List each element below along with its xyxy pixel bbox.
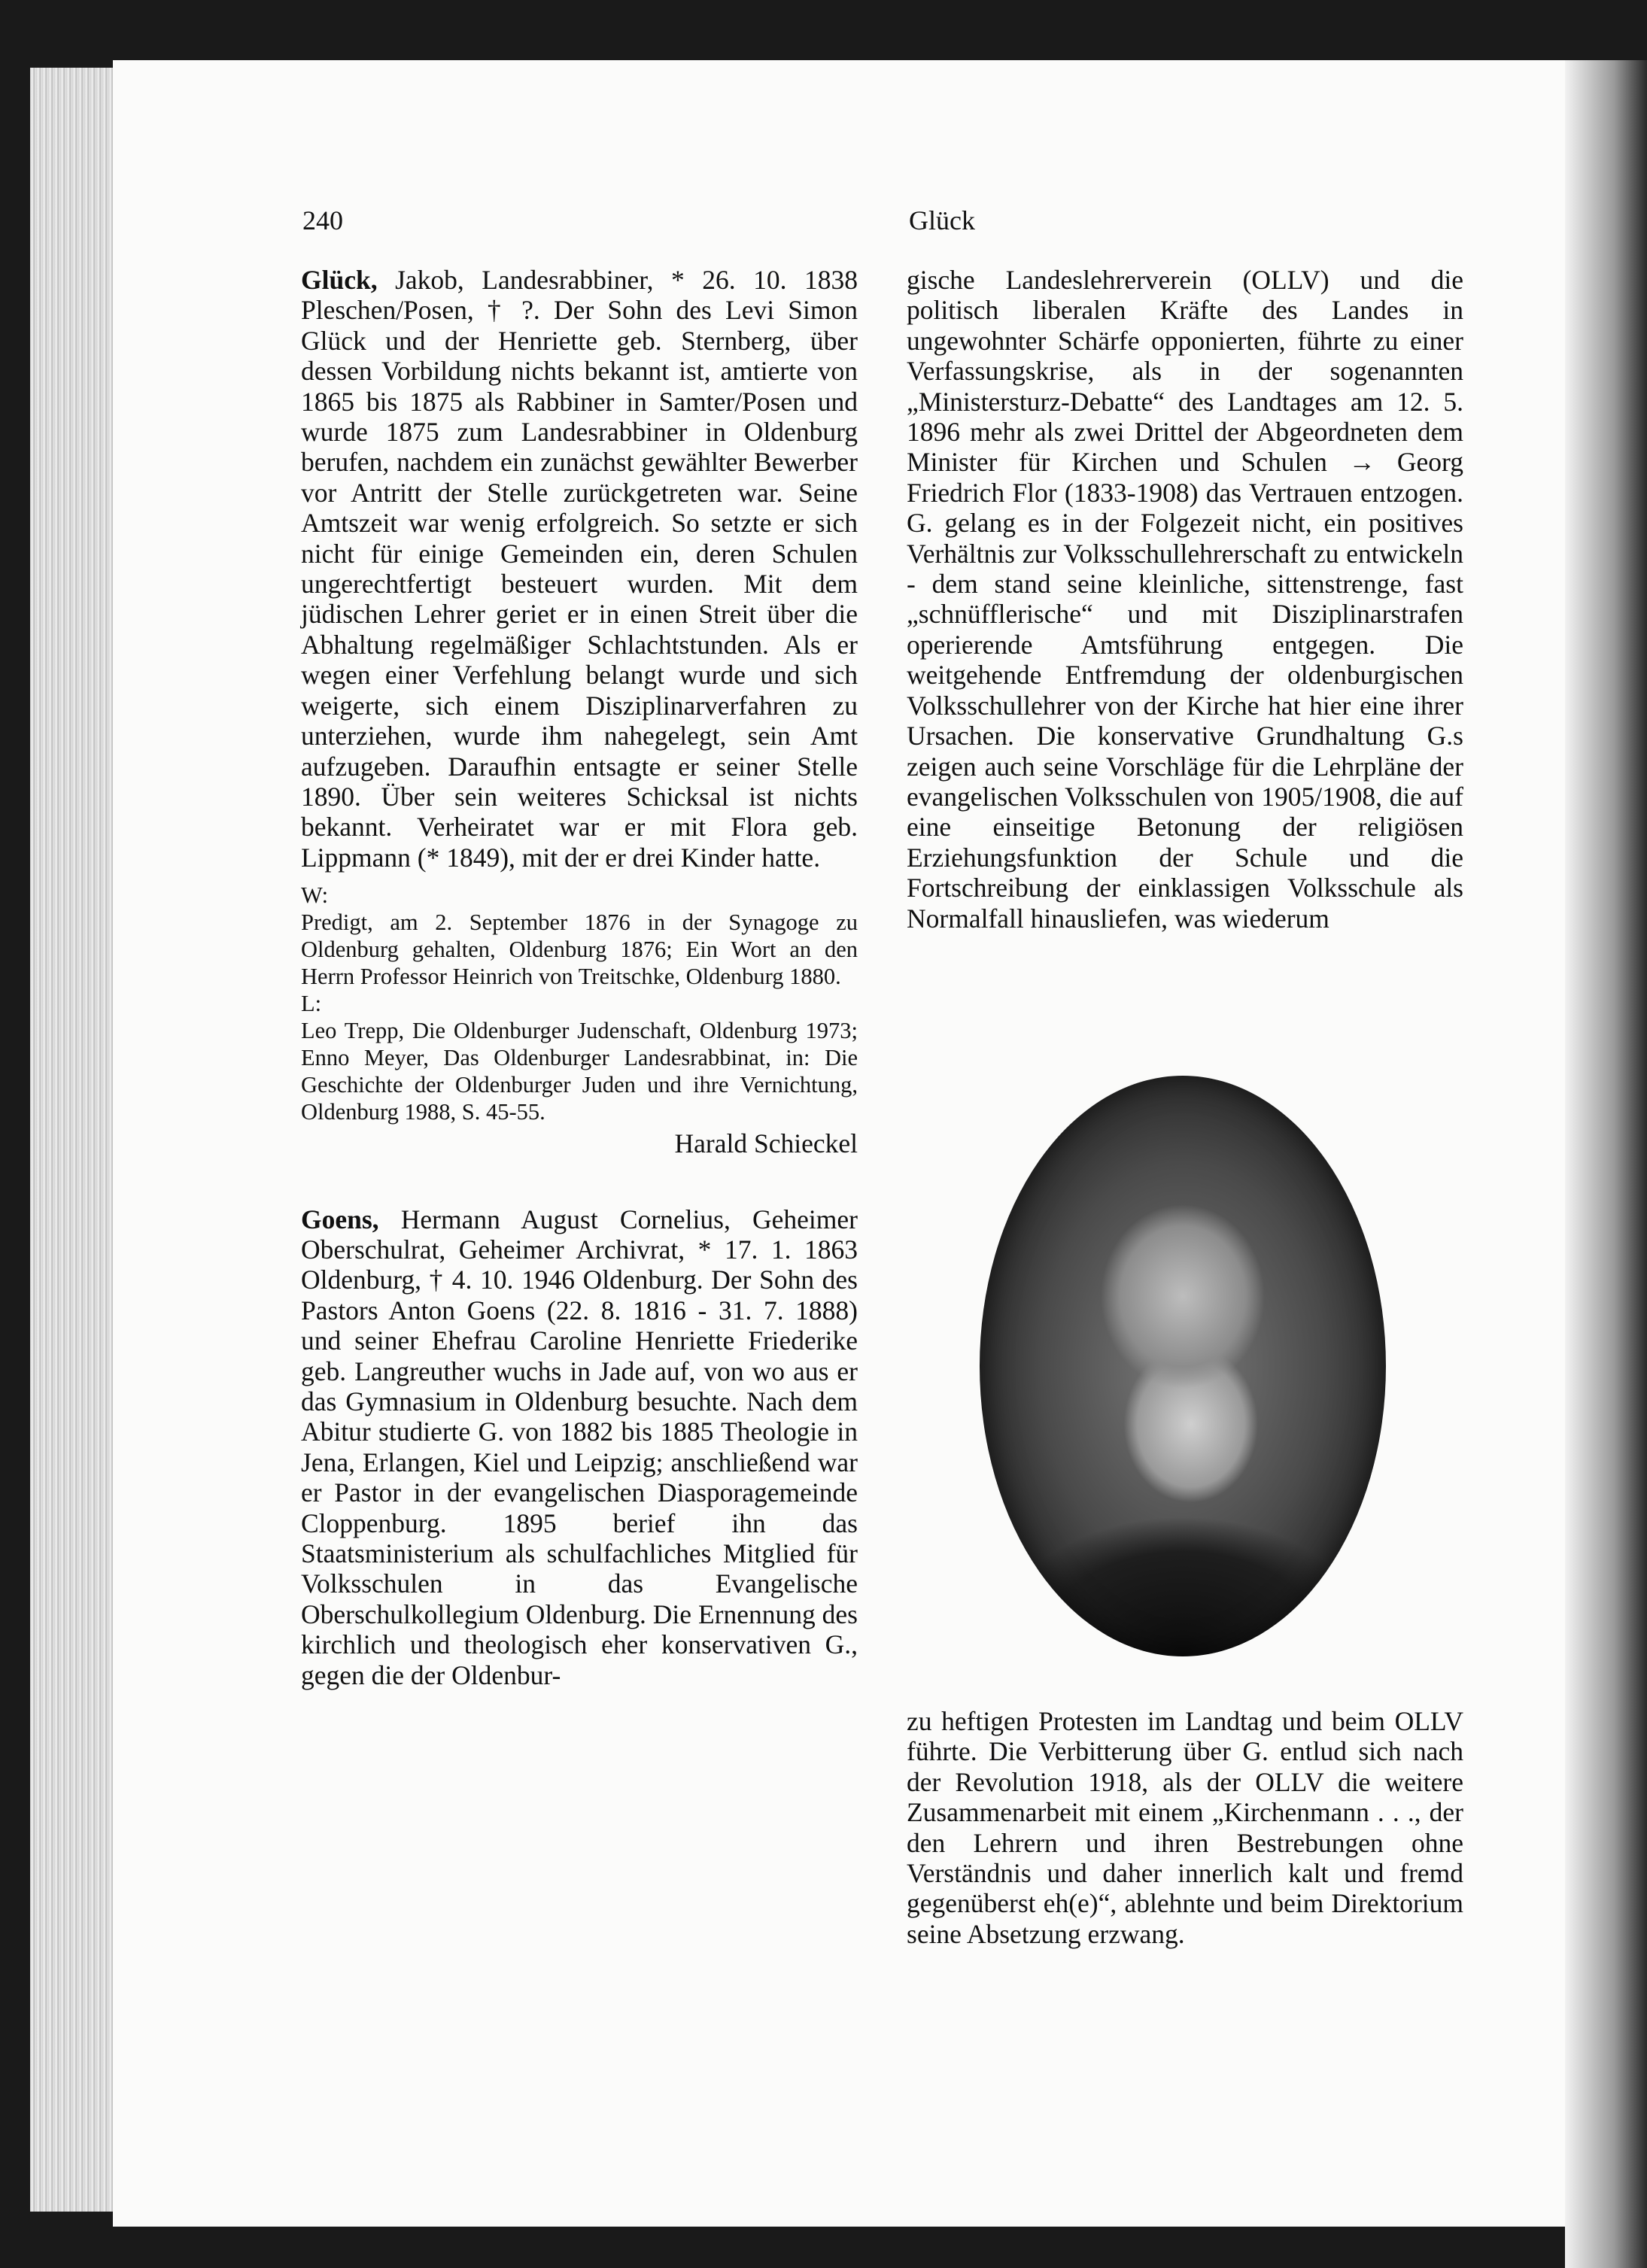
book-page-edges — [30, 68, 120, 2212]
portrait-photo — [980, 1076, 1386, 1656]
page-gutter-shadow — [1565, 60, 1647, 2268]
literature-list: Leo Trepp, Die Oldenburger Judenschaft, Oldenburg 1973; Enno Meyer, Das Oldenburger Landesrabbinat, in: Die Geschichte der Oldenburger Juden und ihre Vernichtung, Oldenburg 1988, S. 45-55. — [301, 1018, 858, 1125]
running-title: Glück — [909, 205, 975, 235]
entry-goens-continued: gische Landeslehrerverein (OLLV) und die politisch liberalen Kräfte des Landes in ungewohnter Schärfe opponierten, führte zu einer Verfassungskrise, als in der sogenannten „Ministersturz-Debatte“ des Landtages am 12. 5. 1896 mehr als zwei Drittel der Abgeordneten dem Minister für Kirchen und Schulen → Georg Friedrich Flor (1833-1908) das Vertrauen entzogen. G. gelang es in der Folgezeit nicht, ein positives Verhältnis zur Volksschullehrerschaft zu entwickeln - dem stand seine kleinliche, sittenstrenge, fast „schnüfflerische“ und mit Disziplinarstrafen operierende Amtsführung entgegen. Die weitgehende Entfremdung der oldenburgischen Volksschullehrer von der Kirche hat hier eine ihrer Ursachen. Die konservative Grundhaltung G.s zeigen auch seine Vorschläge für die Lehrpläne der evangelischen Volksschulen von 1905/1908, die auf eine einseitige Betonung der religiösen Erziehungsfunktion der Schule und die Fortschreibung der einklassigen Volksschule als Normalfall hinausliefen, was wiederum — [907, 265, 1463, 934]
entry-goens-continued-2: zu heftigen Protesten im Landtag und beim OLLV führte. Die Verbitterung über G. entlud sich nach der Revolution 1918, als der OLLV die weitere Zusammenarbeit mit einem „Kirchenmann . . ., der den Lehrern und ihren Bestrebungen ohne Verständnis und daher innerlich kalt und fremd gegenüberst eh(e)“, ablehnte und beim Direktorium seine Absetzung erzwang. — [907, 1706, 1463, 1949]
entry-lead: Goens, — [301, 1204, 379, 1234]
running-header — [302, 205, 1461, 242]
entry-lead: Glück, — [301, 265, 378, 295]
literature-label: L: — [301, 991, 322, 1017]
page-number: 240 — [302, 205, 343, 235]
entry-goens — [301, 1204, 858, 1691]
works-list: Predigt, am 2. September 1876 in der Synagoge zu Oldenburg gehalten, Oldenburg 1876; Ein Wort an den Herrn Professor Heinrich von Treitschke, Oldenburg 1880. — [301, 909, 858, 990]
left-column — [301, 265, 858, 1690]
entry-body: Hermann August Cornelius, Geheimer Oberschulrat, Geheimer Archivrat, * 17. 1. 1863 Oldenburg, † 4. 10. 1946 Oldenburg. Der Sohn des Pastors Anton Goens (22. 8. 1816 - 31. 7. 1888) und seiner Ehefrau Caroline Henriette Friederike geb. Langreuther wuchs in Jade auf, von wo aus er das Gymnasium in Oldenburg besuchte. Nach dem Abitur studierte G. von 1882 bis 1885 Theologie in Jena, Erlangen, Kiel und Leipzig; anschließend war er Pastor in der evangelischen Diasporagemeinde Cloppenburg. 1895 berief ihn das Staatsministerium als schulfachliches Mitglied für Volksschulen in das Evangelische Oberschulkollegium Oldenburg. Die Ernennung des kirchlich und theologisch eher konservativen G., gegen die der Oldenbur- — [301, 1204, 858, 1690]
right-column-top — [907, 265, 1463, 934]
entry-body: Jakob, Landesrabbiner, * 26. 10. 1838 Pleschen/Posen, † ?. Der Sohn des Levi Simon Glück und der Henriette geb. Sternberg, über dessen Vorbildung nichts bekannt ist, amtierte von 1865 bis 1875 als Rabbiner in Samter/Posen und wurde 1875 zum Landesrabbiner in Oldenburg berufen, nachdem ein zunächst gewählter Bewerber vor Antritt der Stelle zurückgetreten war. Seine Amtszeit war wenig erfolgreich. So setzte er sich nicht für einige Gemeinden ein, deren Schulen ungerechtfertigt besteuert wurden. Mit dem jüdischen Lehrer geriet er in einen Streit über die Abhaltung regelmäßiger Schlachtstunden. Als er wegen einer Verfehlung belangt wurde und sich weigerte, sich einem Disziplinarverfahren zu unterziehen, wurde ihm nahegelegt, sein Amt aufzugeben. Daraufhin entsagte er seiner Stelle 1890. Über sein weiteres Schicksal ist nichts bekannt. Verheiratet war er mit Flora geb. Lippmann (* 1849), mit der er drei Kinder hatte. — [301, 265, 858, 873]
works-label: W: — [301, 882, 329, 909]
right-column-bottom — [907, 1706, 1463, 1949]
entry-glueck — [301, 265, 858, 873]
author-signature: Harald Schieckel — [674, 1128, 858, 1159]
